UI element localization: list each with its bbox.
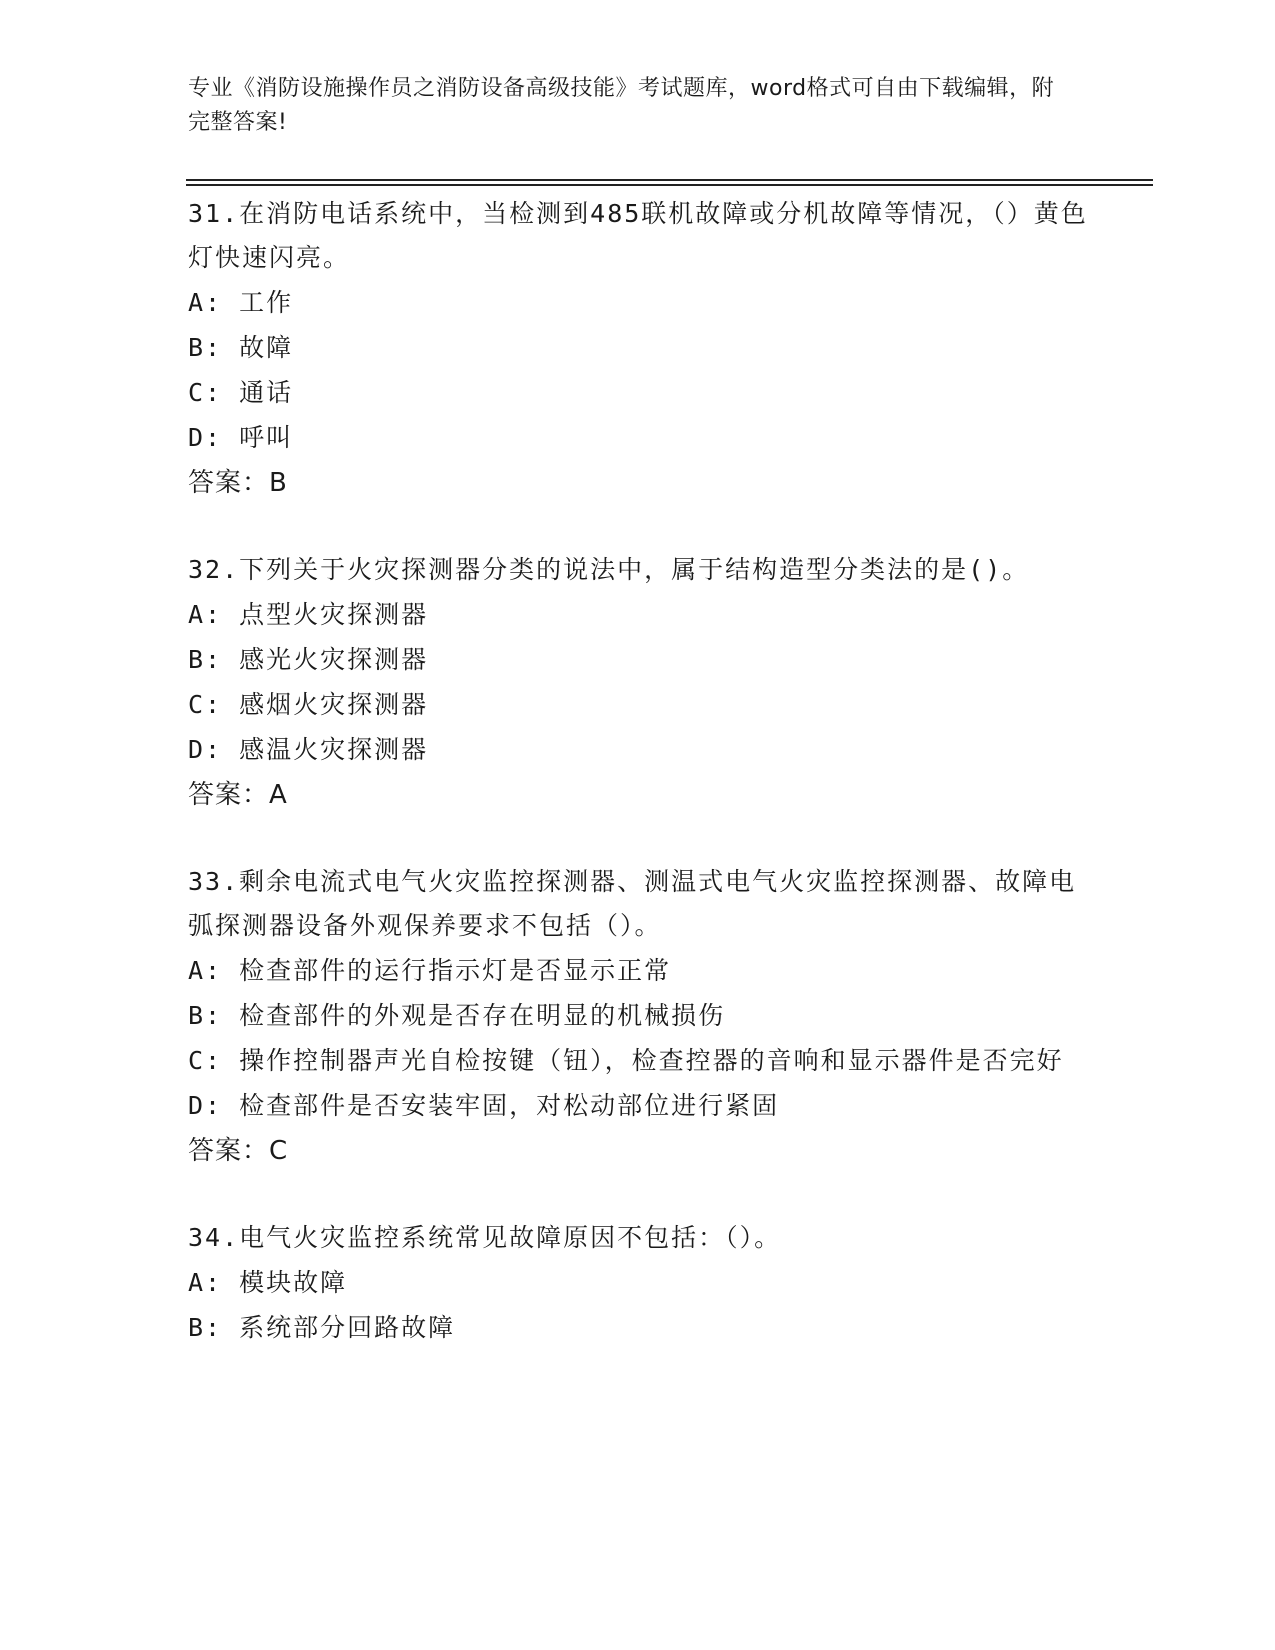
question-stem: 34.电气火灾监控系统常见故障原因不包括：（）。 (188, 1223, 782, 1252)
answer-line: 答案：B (188, 468, 288, 498)
option-b: B: 故障 (188, 333, 294, 362)
document-header: 专业《消防设施操作员之消防设备高级技能》考试题库，word格式可自由下载编辑，附完整答案! (188, 76, 1055, 135)
answer-line: 答案：C (188, 1136, 289, 1166)
header-divider-bottom (186, 184, 1153, 186)
question-stem: 32.下列关于火灾探测器分类的说法中，属于结构造型分类法的是()。 (188, 555, 1030, 584)
option-b: B: 系统部分回路故障 (188, 1313, 456, 1342)
answer-line: 答案：A (188, 780, 288, 810)
option-a: A: 点型火灾探测器 (188, 600, 429, 629)
option-c: C: 感烟火灾探测器 (188, 690, 429, 719)
option-a: A: 检查部件的运行指示灯是否显示正常 (188, 956, 672, 985)
question-33 (188, 858, 1088, 1174)
option-c: C: 通话 (188, 378, 294, 407)
option-a: A: 模块故障 (188, 1268, 348, 1297)
option-d: D: 检查部件是否安装牢固，对松动部位进行紧固 (188, 1091, 780, 1120)
header-divider-top (186, 179, 1153, 181)
question-stem: 33.剩余电流式电气火灾监控探测器、测温式电气火灾监控探测器、故障电弧探测器设备外观保养要求不包括（）。 (188, 867, 1077, 940)
option-c: C: 操作控制器声光自检按键（钮），检查控器的音响和显示器件是否完好 (188, 1046, 1064, 1075)
option-b: B: 检查部件的外观是否存在明显的机械损伤 (188, 1001, 726, 1030)
question-stem: 31.在消防电话系统中，当检测到485联机故障或分机故障等情况，（）黄色灯快速闪亮。 (188, 199, 1088, 272)
option-a: A: 工作 (188, 288, 294, 317)
question-31 (188, 190, 1088, 506)
option-d: D: 呼叫 (188, 423, 294, 452)
question-list (188, 190, 1088, 1390)
option-d: D: 感温火灾探测器 (188, 735, 429, 764)
question-32 (188, 546, 1088, 818)
question-34 (188, 1214, 1088, 1350)
option-b: B: 感光火灾探测器 (188, 645, 429, 674)
